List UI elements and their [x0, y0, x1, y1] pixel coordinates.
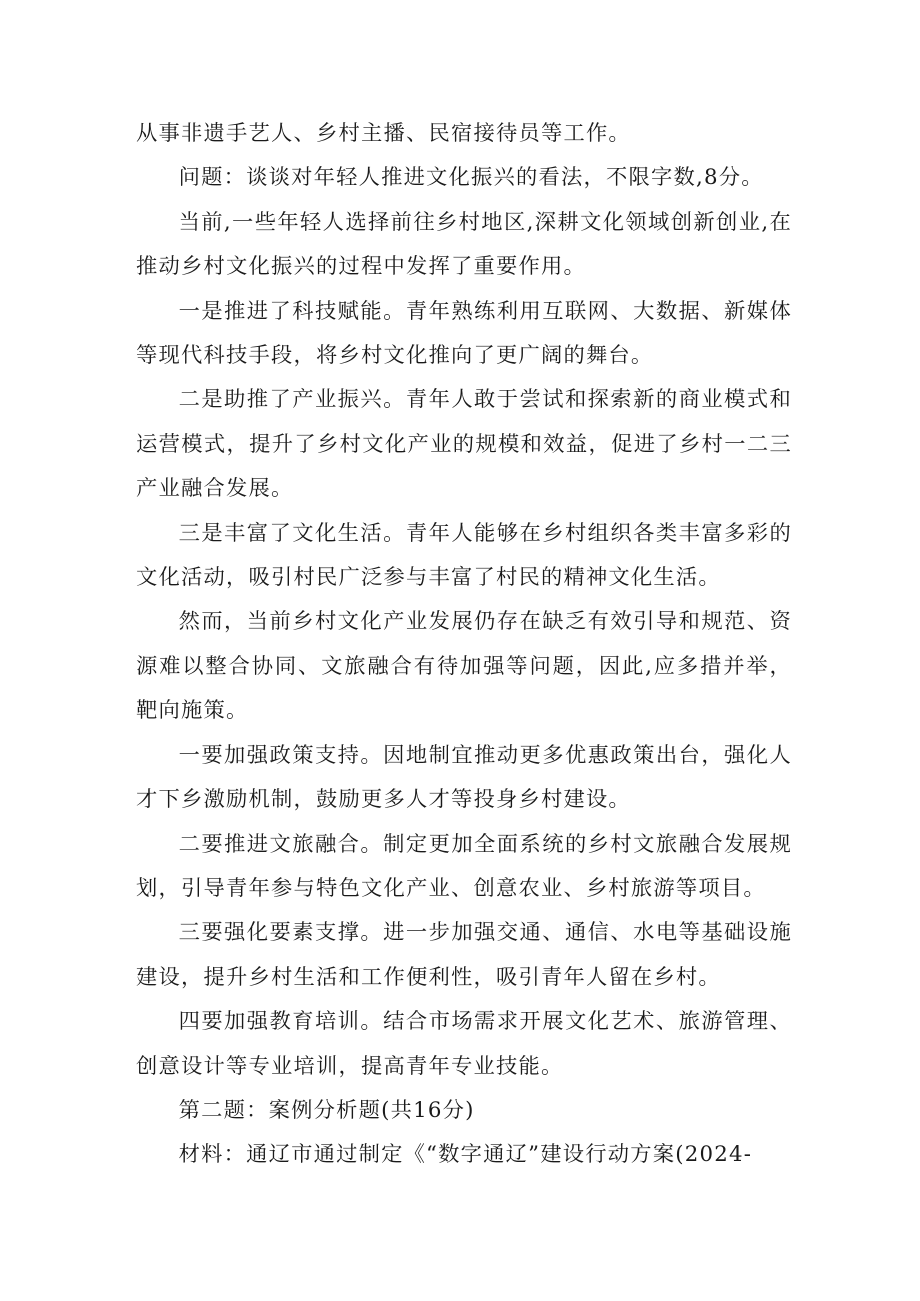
- paragraph-point-3: 三是丰富了文化生活。青年人能够在乡村组织各类丰富多彩的文化活动，吸引村民广泛参与丰富了村民的精神文化生活。: [136, 520, 792, 591]
- paragraph-point-2: 二是助推了产业振兴。青年人敢于尝试和探索新的商业模式和运营模式，提升了乡村文化产业的规模和效益，促进了乡村一二三产业融合发展。: [136, 387, 792, 502]
- paragraph-point-1: 一是推进了科技赋能。青年熟练利用互联网、大数据、新媒体等现代科技手段，将乡村文化推向了更广阔的舞台。: [136, 298, 792, 369]
- section-heading-question-2: 第二题：案例分析题(共16分): [178, 1097, 475, 1123]
- paragraph-measure-3: 三要强化要素支撑。进一步加强交通、通信、水电等基础设施建设，提升乡村生活和工作便利性，吸引青年人留在乡村。: [136, 920, 792, 990]
- paragraph-intro: 当前,一些年轻人选择前往乡村地区,深耕文化领域创新创业,在推动乡村文化振兴的过程中发挥了重要作用。: [136, 209, 792, 280]
- paragraph-material: 材料：通辽市通过制定《“数字通辽”建设行动方案(2024-: [178, 1142, 753, 1168]
- paragraph-measure-1: 一要加强政策支持。因地制宜推动更多优惠政策出台，强化人才下乡激励机制，鼓励更多人才等投身乡村建设。: [136, 742, 792, 813]
- document-body: [136, 112, 792, 1178]
- paragraph-continuation: 从事非遗手艺人、乡村主播、民宿接待员等工作。: [136, 121, 631, 146]
- paragraph-measure-4: 四要加强教育培训。结合市场需求开展文化艺术、旅游管理、创意设计等专业培训，提高青年专业技能。: [136, 1009, 792, 1079]
- paragraph-problems: 然而，当前乡村文化产业发展仍存在缺乏有效引导和规范、资源难以整合协同、文旅融合有待加强等问题，因此,应多措并举，靶向施策。: [136, 609, 792, 724]
- paragraph-measure-2: 二要推进文旅融合。制定更加全面系统的乡村文旅融合发展规划，引导青年参与特色文化产业、创意农业、乡村旅游等项目。: [136, 831, 792, 901]
- paragraph-question: 问题：谈谈对年轻人推进文化振兴的看法，不限字数,8分。: [178, 165, 764, 191]
